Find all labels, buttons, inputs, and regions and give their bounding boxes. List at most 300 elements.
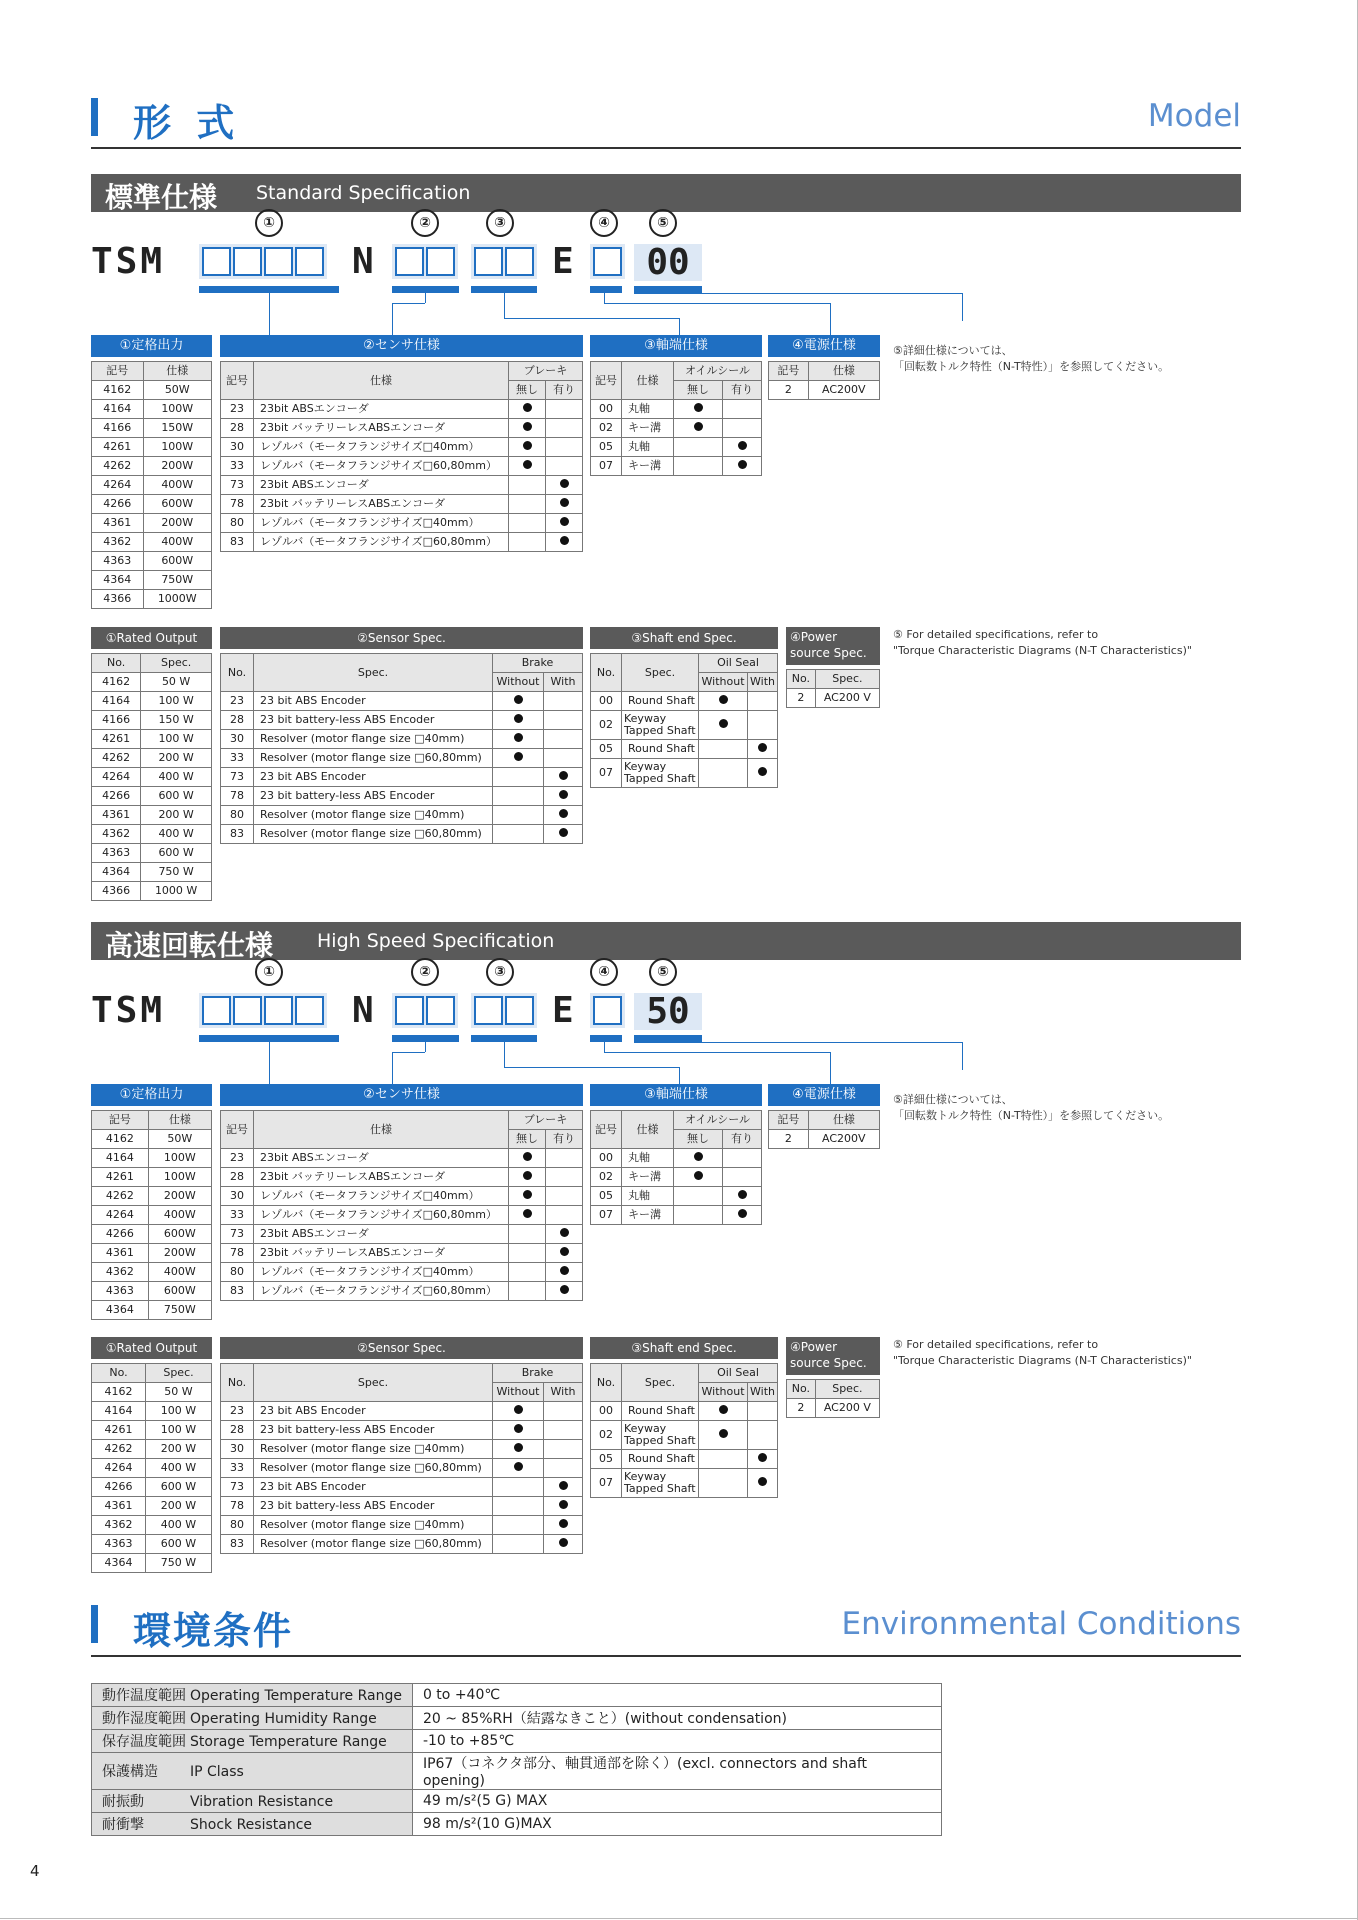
table-title: ①定格出力 [91,1084,212,1106]
connector-line [425,1042,426,1052]
table-cell: 05 [591,740,622,759]
mark-cell [723,1187,762,1206]
connector-line [425,293,426,303]
table-cell: 750W [143,571,212,590]
table-row [221,1244,583,1263]
env-key-jp: 保存温度範囲 [102,1734,186,1750]
table-cell: 23 bit ABS Encoder [254,1478,493,1497]
code-box [202,996,231,1025]
table-cell: No. [787,1380,816,1399]
connector-line [504,293,505,318]
table-row [92,590,212,609]
table-row [92,1244,212,1263]
filled-dot-icon [758,1477,767,1486]
filled-dot-icon [758,1453,767,1462]
table-row [221,1421,583,1440]
table-cell: No. [92,654,141,673]
connector-line [604,1052,830,1053]
env-value: 20 ~ 85%RH（結露なきこと）(without condensation) [412,1707,941,1730]
filled-dot-icon [758,743,767,752]
header-row [221,1111,583,1130]
table-cell: No. [591,1364,622,1402]
table-cell: Round Shaft [622,1402,699,1421]
table-row [591,1168,762,1187]
table-row [221,1282,583,1301]
table-row [769,1130,880,1149]
table-cell: 4166 [92,711,141,730]
table-row [92,514,212,533]
table-cell: 07 [591,759,622,788]
table-cell: 4162 [92,673,141,692]
table-cell: 4266 [92,1225,149,1244]
table-cell: No. [221,1364,254,1402]
table-row [92,692,212,711]
table-row [221,476,583,495]
power-grid [786,669,880,708]
table-cell: 仕様 [254,362,509,400]
high-speed-spec-banner [91,922,1241,960]
table-row [92,711,212,730]
note-line: 「回転数トルク特性（N-T特性）」を参照してください。 [893,360,1170,373]
table-cell: 83 [221,533,254,552]
table-row [221,730,583,749]
mark-cell [493,711,544,730]
shaft-grid [590,1110,762,1225]
table-cell: 150 W [141,711,212,730]
table-cell: 600 W [145,1478,211,1497]
header-row [92,362,212,381]
env-value: -10 to +85℃ [412,1730,941,1753]
filled-dot-icon [559,1519,568,1528]
table-cell: ブレーキ [509,1111,583,1130]
shaft-code-boxes [471,244,537,279]
table-cell: 無し [509,1130,546,1149]
mark-cell [546,1168,583,1187]
env-key-en: Operating Humidity Range [190,1711,377,1727]
table-cell: 200W [148,1244,211,1263]
connector-line [504,1042,505,1067]
table-cell: 600W [143,552,212,571]
table-cell: 30 [221,730,254,749]
table-cell: Resolver (motor flange size □40mm) [254,1440,493,1459]
table-cell: 4162 [92,1130,149,1149]
table-cell: 23 bit ABS Encoder [254,768,493,787]
table-cell: 23 bit battery-less ABS Encoder [254,711,493,730]
mark-cell [544,1535,583,1554]
table-cell: 400W [143,476,212,495]
table-cell: 30 [221,438,254,457]
mark-cell [699,1469,748,1498]
table-cell: 80 [221,806,254,825]
table-row [591,759,778,788]
table-cell: 有り [723,381,762,400]
table-cell: 23bit バッテリーレスABSエンコーダ [254,495,509,514]
power-code-box [590,993,625,1028]
table-cell: 丸軸 [622,438,674,457]
mark-cell [509,533,546,552]
table-cell: 4361 [92,806,141,825]
table-row [787,689,880,708]
filled-dot-icon [514,695,523,704]
filled-dot-icon [560,517,569,526]
table-cell: レゾルバ（モータフランジサイズ□40mm） [254,514,509,533]
env-key-jp: 動作温度範囲 [102,1688,186,1704]
note-line: 「回転数トルク特性（N-T特性）」を参照してください。 [893,1109,1170,1122]
table-cell: 4362 [92,1516,146,1535]
table-row [221,1149,583,1168]
filled-dot-icon [559,1481,568,1490]
table-cell: 750 W [141,863,212,882]
table-row [221,806,583,825]
mark-cell [509,476,546,495]
mark-cell [493,749,544,768]
table-cell: 100 W [141,692,212,711]
table-cell: 80 [221,1263,254,1282]
table-cell: 4361 [92,1244,149,1263]
mark-cell [509,1282,546,1301]
table-cell: With [748,1383,778,1402]
table-row [221,533,583,552]
rated-output-table [91,335,212,609]
mark-cell [544,1497,583,1516]
table-cell: キー溝 [622,457,674,476]
table-row [92,400,212,419]
table-row [92,882,212,901]
table-cell: 1000W [143,590,212,609]
table-cell: Brake [493,654,583,673]
mark-cell [509,1168,546,1187]
filled-dot-icon [523,460,532,469]
table-cell: 23bit ABSエンコーダ [254,1225,509,1244]
env-key [92,1730,413,1753]
model-n: N [352,990,377,1031]
table-cell: Resolver (motor flange size □40mm) [254,806,493,825]
code-underline [590,286,622,293]
code-underline [199,286,339,293]
table-cell: 05 [591,1450,622,1469]
mark-cell [546,457,583,476]
table-cell: 有り [546,1130,583,1149]
output-code-boxes [199,993,327,1028]
table-cell: 150W [143,419,212,438]
filled-dot-icon [738,1190,747,1199]
table-cell: 有り [546,381,583,400]
code-underline [392,1035,459,1042]
table-cell: 02 [591,711,622,740]
table-title [786,1337,880,1375]
filled-dot-icon [719,695,728,704]
table-row [92,806,212,825]
table-cell: 33 [221,749,254,768]
mark-cell [546,514,583,533]
header-row [591,654,778,673]
table-row [92,1225,212,1244]
table-cell: 07 [591,1206,622,1225]
table-cell: Oil Seal [699,654,778,673]
table-cell: 4361 [92,514,144,533]
filled-dot-icon [559,809,568,818]
table-row [221,692,583,711]
table-row [591,419,762,438]
mark-cell [493,1459,544,1478]
mark-cell [546,1149,583,1168]
table-row [769,381,880,400]
shaft-end-table [590,335,762,476]
table-cell: 02 [591,1421,622,1450]
mark-cell [493,1440,544,1459]
mark-cell [546,476,583,495]
mark-cell [546,1244,583,1263]
table-cell: AC200V [808,1130,879,1149]
table-cell: 4364 [92,1554,146,1573]
mark-cell [509,1187,546,1206]
table-cell: 4262 [92,1187,149,1206]
mark-cell [493,1535,544,1554]
table-cell: 仕様 [254,1111,509,1149]
table-cell: Spec. [141,654,212,673]
table-row [221,1440,583,1459]
table-row [221,514,583,533]
table-cell: 4164 [92,1149,149,1168]
table-cell: 無し [509,381,546,400]
table-cell: 30 [221,1440,254,1459]
table-cell: 28 [221,711,254,730]
table-cell: Resolver (motor flange size □60,80mm) [254,825,493,844]
mark-cell [546,1225,583,1244]
table-cell: 仕様 [622,1111,674,1149]
table-row [591,1187,762,1206]
table-row [92,1187,212,1206]
filled-dot-icon [719,1405,728,1414]
shaft-end-table [590,1337,778,1498]
mark-cell [546,1187,583,1206]
page-title-en: Model [1147,98,1241,134]
table-cell: 無し [674,381,723,400]
table-cell: 4363 [92,552,144,571]
table-cell: 02 [591,1168,622,1187]
code-box [395,247,424,276]
table-cell: 80 [221,1516,254,1535]
filled-dot-icon [514,1405,523,1414]
table-row [92,1301,212,1320]
mark-cell [493,1497,544,1516]
table-cell: Keyway Tapped Shaft [622,711,699,740]
table-cell: Resolver (motor flange size □40mm) [254,1516,493,1535]
mark-cell [546,1206,583,1225]
table-cell: 100 W [145,1402,211,1421]
code-box [264,247,293,276]
mark-cell [674,419,723,438]
table-cell: 23bit バッテリーレスABSエンコーダ [254,1168,509,1187]
table-row [221,749,583,768]
code-box [233,247,262,276]
table-row [221,419,583,438]
output-grid [91,1363,212,1573]
table-row [92,457,212,476]
table-cell: 4266 [92,1478,146,1497]
table-cell: 4364 [92,571,144,590]
circled-number: ⑤ [649,209,677,237]
table-cell: Round Shaft [622,692,699,711]
note-line: ⑤ For detailed specifications, refer to [893,1338,1099,1351]
table-cell: 2 [787,1399,816,1418]
env-key [92,1813,413,1836]
table-cell: 200W [143,514,212,533]
table-row [221,495,583,514]
mark-cell [723,419,762,438]
table-cell: Without [493,1383,544,1402]
mark-cell [544,768,583,787]
table-title: ②Sensor Spec. [220,1337,583,1359]
table-cell: 73 [221,476,254,495]
table-cell: Spec. [254,654,493,692]
table-cell: 4364 [92,863,141,882]
table-cell: 73 [221,1478,254,1497]
table-cell: 02 [591,419,622,438]
table-cell: 80 [221,514,254,533]
power-code-box [590,244,625,279]
table-cell: 600W [143,495,212,514]
table-cell: 200 W [141,749,212,768]
filled-dot-icon [514,733,523,742]
table-cell: 4162 [92,1383,146,1402]
code-underline [634,1035,702,1042]
table-cell: 23 [221,400,254,419]
table-cell: 400 W [141,768,212,787]
header-row [221,362,583,381]
table-cell: 100W [148,1149,211,1168]
table-cell: 50W [143,381,212,400]
model-suffix: 00 [634,244,702,281]
table-cell: 4366 [92,590,144,609]
table-cell: 78 [221,1244,254,1263]
table-cell: 73 [221,1225,254,1244]
code-box [474,996,503,1025]
sensor-spec-table [220,335,583,552]
table-cell: 丸軸 [622,400,674,419]
filled-dot-icon [560,498,569,507]
mark-cell [493,1516,544,1535]
mark-cell [699,692,748,711]
table-cell: 無し [674,1130,723,1149]
table-cell: 4366 [92,882,141,901]
table-row [221,768,583,787]
table-cell: 丸軸 [622,1187,674,1206]
circled-number: ③ [486,958,514,986]
model-suffix: 50 [634,993,702,1030]
table-title: ①定格出力 [91,335,212,357]
table-cell: Keyway Tapped Shaft [622,1469,699,1498]
table-cell: Round Shaft [622,740,699,759]
table-cell: Keyway Tapped Shaft [622,759,699,788]
table-cell: 200W [148,1187,211,1206]
circled-number: ③ [486,209,514,237]
table-cell: Resolver (motor flange size □40mm) [254,730,493,749]
table-row [591,438,762,457]
filled-dot-icon [560,1266,569,1275]
mark-cell [509,1149,546,1168]
rated-output-table [91,1084,212,1320]
table-row [221,1263,583,1282]
mark-cell [509,419,546,438]
table-cell: レゾルバ（モータフランジサイズ□60,80mm） [254,533,509,552]
table-row [221,1478,583,1497]
mark-cell [509,1244,546,1263]
note-line: "Torque Characteristic Diagrams (N-T Characteristics)" [893,644,1192,657]
mark-cell [509,457,546,476]
mark-cell [544,1516,583,1535]
code-box [295,996,324,1025]
mark-cell [493,825,544,844]
mark-cell [546,1282,583,1301]
section-marker [91,1605,98,1643]
table-cell: Spec. [145,1364,211,1383]
model-e: E [552,990,577,1031]
env-key-en: Storage Temperature Range [190,1734,387,1750]
mark-cell [546,1263,583,1282]
mark-cell [546,419,583,438]
mark-cell [748,1402,778,1421]
table-row [221,1206,583,1225]
table-cell: 4362 [92,533,144,552]
table-row [92,1459,212,1478]
filled-dot-icon [523,1171,532,1180]
table-row [591,692,778,711]
model-prefix: TSM [91,990,166,1031]
filled-dot-icon [559,771,568,780]
banner-title-jp: 高速回転仕様 [105,929,274,962]
table-cell: 23 [221,692,254,711]
model-e: E [552,241,577,282]
sensor-grid [220,361,583,552]
table-cell: Oil Seal [699,1364,778,1383]
table-cell: 750 W [145,1554,211,1573]
mark-cell [748,692,778,711]
table-cell: 07 [591,1469,622,1498]
table-cell: 400W [148,1206,211,1225]
code-box [202,247,231,276]
table-cell: 83 [221,825,254,844]
table-cell: 4364 [92,1301,149,1320]
env-row [92,1813,942,1836]
connector-line [634,293,962,294]
filled-dot-icon [523,1190,532,1199]
mark-cell [699,1421,748,1450]
mark-cell [544,1402,583,1421]
table-row [92,1206,212,1225]
code-box [426,247,455,276]
mark-cell [674,1149,723,1168]
filled-dot-icon [523,403,532,412]
mark-cell [699,759,748,788]
table-cell: 28 [221,1421,254,1440]
table-row [92,787,212,806]
table-cell: 4264 [92,1206,149,1225]
table-cell: 4264 [92,768,141,787]
table-cell: 28 [221,419,254,438]
env-row [92,1790,942,1813]
mark-cell [699,1402,748,1421]
table-cell: オイルシール [674,362,762,381]
connector-line [604,1042,605,1052]
power-source-table [786,627,880,708]
table-row [92,749,212,768]
table-row [221,787,583,806]
filled-dot-icon [694,1171,703,1180]
table-cell: 600W [148,1282,211,1301]
table-cell: 23bit ABSエンコーダ [254,1149,509,1168]
table-cell: 仕様 [808,1111,879,1130]
